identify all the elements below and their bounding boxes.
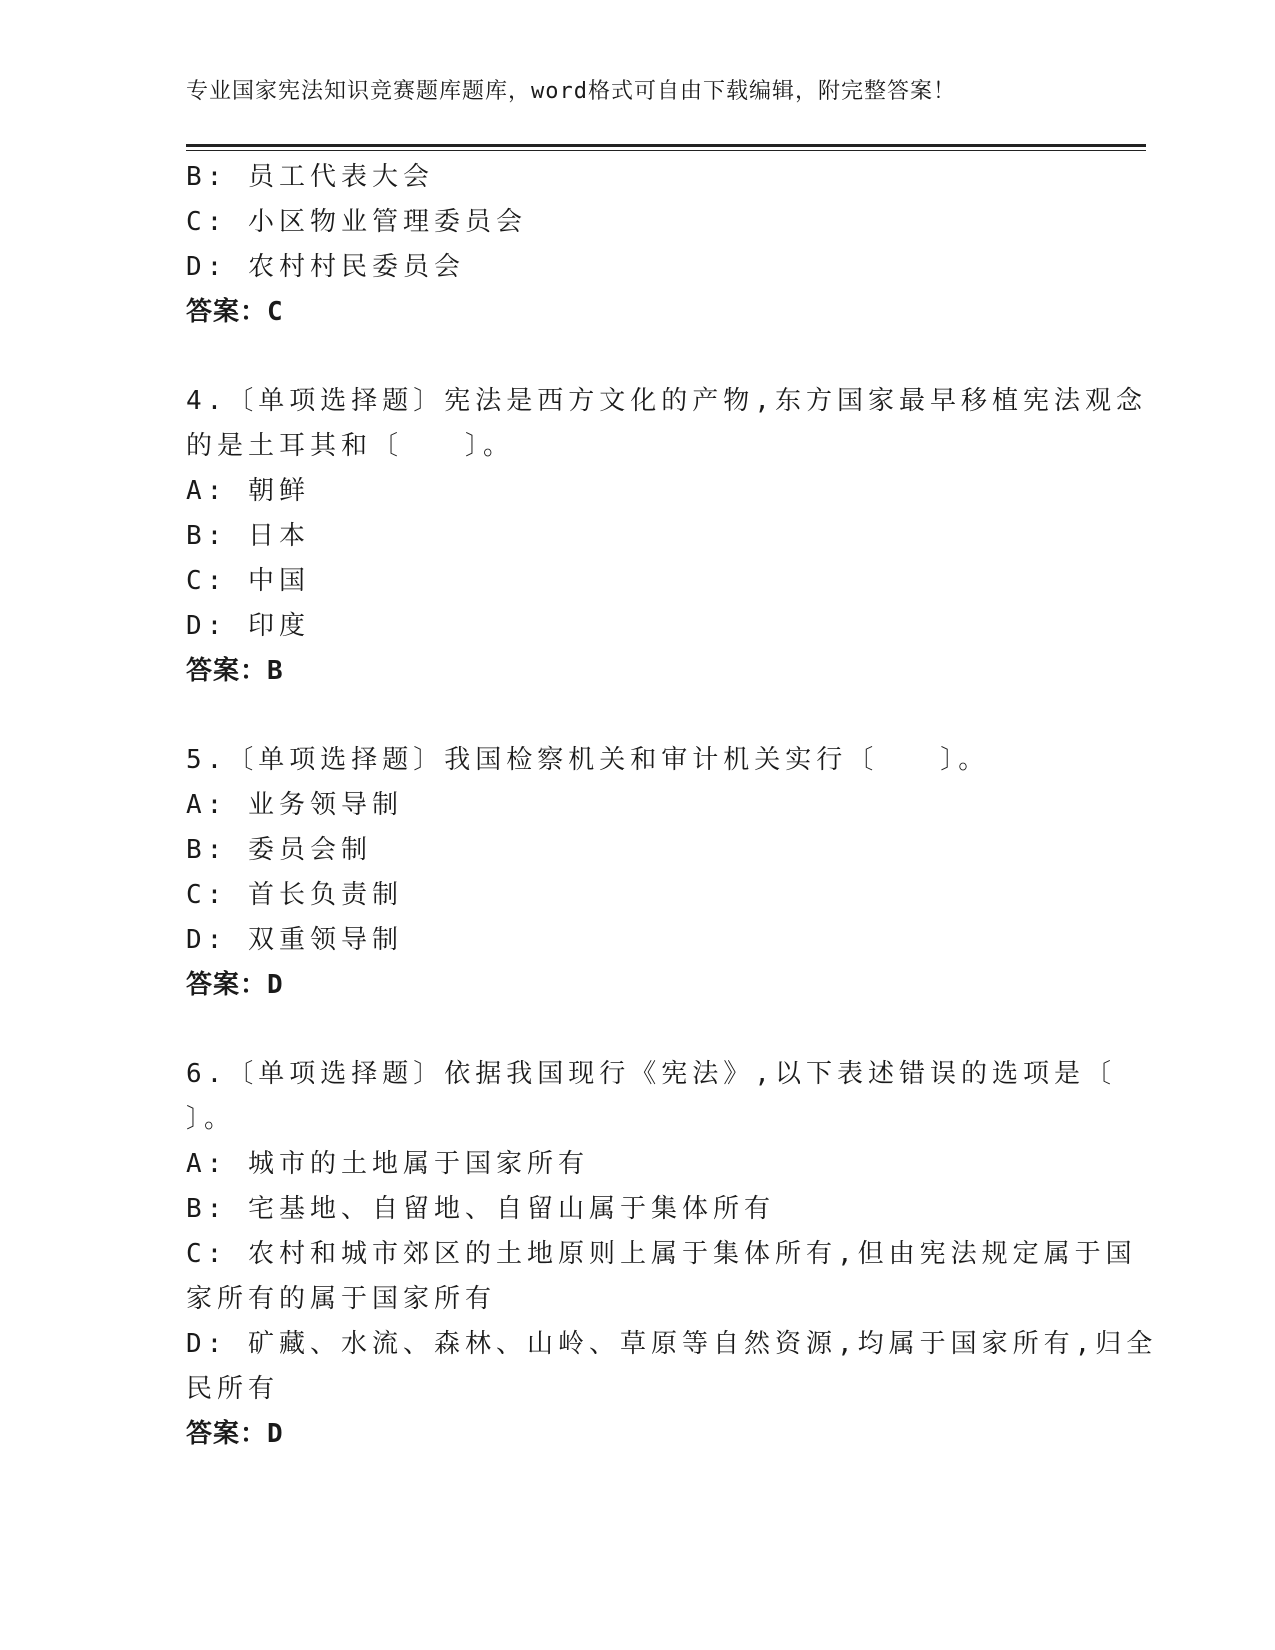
- q5-option-c: C: 首长负责制: [186, 880, 403, 910]
- page-header: 专业国家宪法知识竞赛题库题库，word格式可自由下载编辑，附完整答案！: [186, 79, 956, 104]
- q6-option-a: A: 城市的土地属于国家所有: [186, 1149, 589, 1179]
- q5-answer: 答案：D: [186, 970, 284, 1000]
- question-6-block: [186, 1052, 1158, 1457]
- header-rule-thick: [186, 144, 1146, 147]
- q6-option-d-line2: 民所有: [186, 1374, 280, 1404]
- q6-answer: 答案：D: [186, 1419, 284, 1449]
- q5-option-b: B: 委员会制: [186, 835, 372, 865]
- q3-option-b: B: 员工代表大会: [186, 162, 434, 192]
- q5-option-d: D: 双重领导制: [186, 925, 403, 955]
- q5-stem-line1: 5.〔单项选择题〕我国检察机关和审计机关实行〔 〕。: [186, 745, 990, 775]
- header-rule-thin: [186, 150, 1146, 151]
- question-4-block: [186, 379, 1147, 694]
- spacer: [186, 694, 1086, 738]
- q4-option-d: D: 印度: [186, 611, 310, 641]
- q6-option-d-line1: D: 矿藏、水流、森林、山岭、草原等自然资源,均属于国家所有,归全: [186, 1329, 1158, 1359]
- q6-option-c-line1: C: 农村和城市郊区的土地原则上属于集体所有,但由宪法规定属于国: [186, 1239, 1137, 1269]
- q3-option-d: D: 农村村民委员会: [186, 252, 465, 282]
- q4-stem-line1: 4.〔单项选择题〕宪法是西方文化的产物,东方国家最早移植宪法观念: [186, 386, 1147, 416]
- q4-option-a: A: 朝鲜: [186, 476, 310, 506]
- q3-option-c: C: 小区物业管理委员会: [186, 207, 527, 237]
- q4-option-c: C: 中国: [186, 566, 310, 596]
- q6-option-c-line2: 家所有的属于国家所有: [186, 1284, 497, 1314]
- q6-stem-line2: 〕。: [186, 1104, 236, 1134]
- q3-answer: 答案：C: [186, 297, 284, 327]
- question-3-block: [186, 155, 1086, 335]
- q4-answer: 答案：B: [186, 656, 284, 686]
- spacer: [186, 335, 1086, 379]
- question-5-block: [186, 738, 1086, 1008]
- q6-option-b: B: 宅基地、自留地、自留山属于集体所有: [186, 1194, 775, 1224]
- q6-stem-line1: 6.〔单项选择题〕依据我国现行《宪法》,以下表述错误的选项是〔: [186, 1059, 1116, 1089]
- document-body: [186, 155, 1158, 1457]
- q4-stem-line2: 的是土耳其和〔 〕。: [186, 431, 515, 461]
- spacer: [186, 1008, 1086, 1052]
- q5-option-a: A: 业务领导制: [186, 790, 403, 820]
- q4-option-b: B: 日本: [186, 521, 310, 551]
